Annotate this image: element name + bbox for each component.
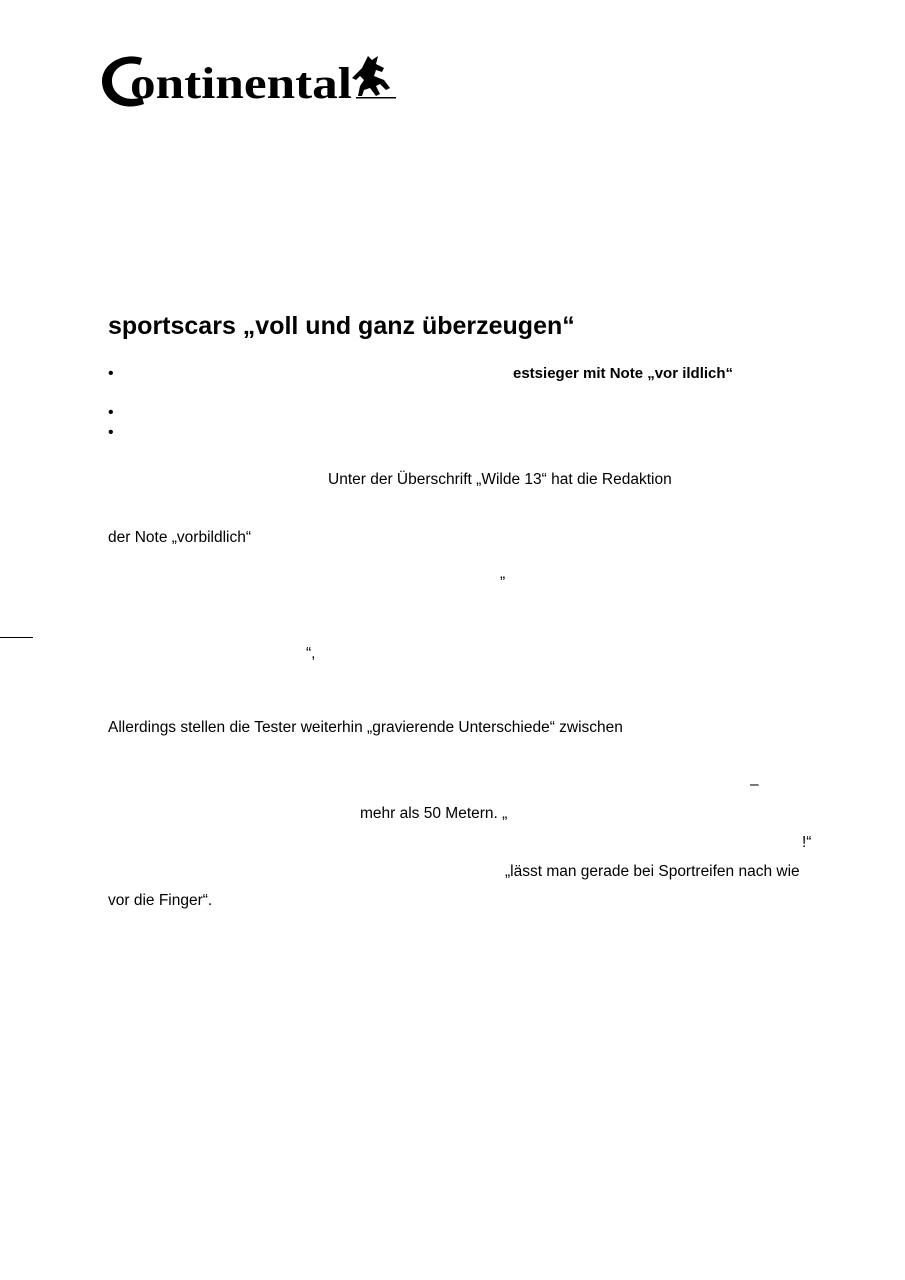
bullet-marker: • <box>108 424 114 441</box>
bullet-text: estsieger mit Note „vor ildlich“ <box>513 365 734 382</box>
paragraph-line: mehr als 50 Metern. „ <box>360 805 508 822</box>
svg-text:ontinental: ontinental <box>130 59 352 108</box>
quote-mark: !“ <box>802 834 812 851</box>
page-title: sportscars „voll und ganz überzeugen“ <box>108 312 575 340</box>
dash-mark: – <box>750 776 759 793</box>
continental-logo <box>100 50 400 112</box>
paragraph-line: vor die Finger“. <box>108 892 213 909</box>
bullet-marker: • <box>108 404 114 421</box>
paragraph-line: Unter der Überschrift „Wilde 13“ hat die Redaktion <box>328 471 672 488</box>
continental-logo-mark <box>100 50 400 112</box>
paragraph-line: „lässt man gerade bei Sportreifen nach wie <box>505 863 800 880</box>
bullet-marker: • <box>108 365 114 382</box>
quote-mark: “, <box>306 645 316 662</box>
paragraph-line: der Note „vorbildlich“ <box>108 529 251 546</box>
paragraph-line: Allerdings stellen die Tester weiterhin „gravierende Unterschiede“ zwischen <box>108 719 623 736</box>
quote-mark: „ <box>500 565 506 582</box>
margin-rule <box>0 637 33 638</box>
horse-icon <box>352 56 390 96</box>
